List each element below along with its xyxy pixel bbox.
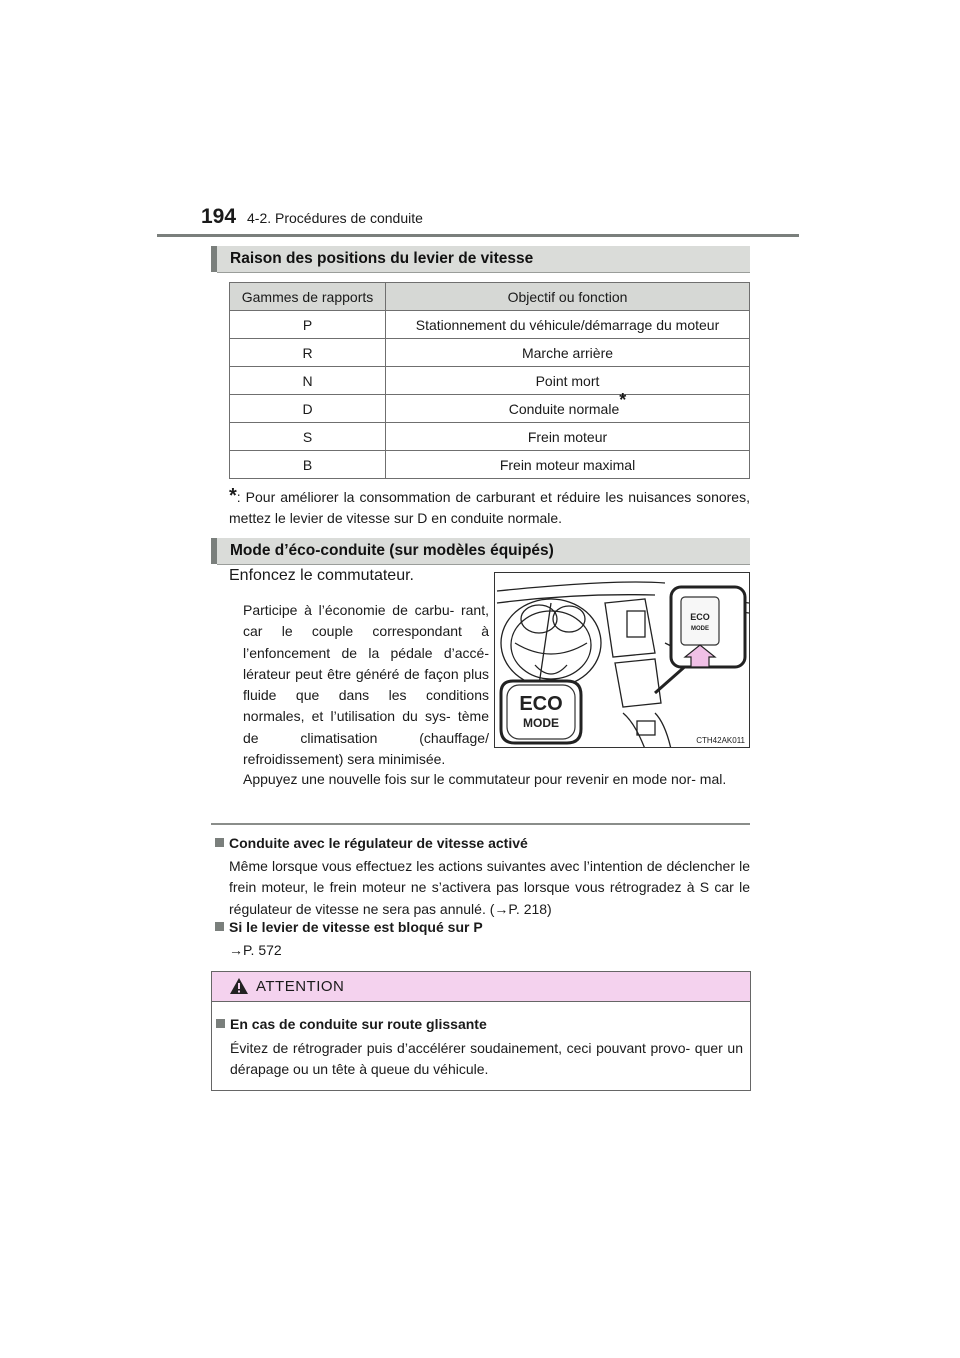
table-row (230, 451, 750, 479)
section-divider (211, 823, 750, 825)
mode-label-small: MODE (691, 626, 709, 632)
eco-label-large: ECO (519, 693, 563, 715)
mode-label-large: MODE (523, 716, 559, 730)
table-row (230, 395, 750, 423)
function-text: Conduite normale (508, 400, 620, 417)
section-title: Mode d’éco-conduite (sur modèles équipés) (230, 542, 554, 559)
attention-title: ATTENTION (256, 978, 345, 995)
section-heading-gear-positions (211, 246, 750, 272)
gear-cell: B (230, 451, 386, 479)
function-cell: Marche arrière (386, 339, 750, 367)
attention-heading: En cas de conduite sur route glissante (216, 1016, 487, 1032)
column-header: Objectif ou fonction (386, 283, 750, 311)
function-cell: Frein moteur maximal (386, 451, 750, 479)
press-again-text: Appuyez une nouvelle fois sur le commutateur pour revenir en mode nor- mal. (243, 771, 727, 787)
figure-code: CTH42AK011 (696, 736, 745, 745)
footnote (229, 486, 750, 529)
square-bullet-icon (215, 838, 224, 847)
table-row (230, 339, 750, 367)
section-heading-eco-mode (211, 538, 750, 564)
instruction-lead: Enfoncez le commutateur. (229, 567, 414, 584)
function-cell (386, 389, 750, 423)
function-cell: Stationnement du véhicule/démarrage du moteur (386, 311, 750, 339)
square-bullet-icon (215, 922, 224, 931)
warning-icon (229, 977, 249, 995)
table-row (230, 367, 750, 395)
attention-header (212, 972, 750, 1002)
eco-description: Participe à l’économie de carbu- rant, car le couple correspondant à l’enfoncement de la pédale d’accé- lérateur peut être généré de façon plus fluide que dans les conditions normales, et l’utilisation du sys- tème de climatisation (chauffage/ refroidissement) sera minimisée. (243, 602, 489, 768)
gear-table (229, 282, 750, 479)
note-heading: Conduite avec le régulateur de vitesse activé (215, 835, 528, 851)
footnote-mark: * (229, 485, 237, 507)
table-header-row (230, 283, 750, 311)
gear-cell: P (230, 311, 386, 339)
footnote-text: : Pour améliorer la consommation de carburant et réduire les nuisances sonores, mettez le levier de vitesse sur D en conduite normale. (229, 489, 750, 526)
chapter-title: 4-2. Procédures de conduite (247, 210, 423, 226)
dashboard-drawing (495, 573, 750, 748)
gear-cell: S (230, 423, 386, 451)
table-row (230, 311, 750, 339)
function-cell: Frein moteur (386, 423, 750, 451)
footnote-star: * (619, 389, 627, 410)
section-title: Raison des positions du levier de vitesse (230, 250, 534, 267)
table-row (230, 423, 750, 451)
eco-mode-illustration (494, 572, 750, 748)
gear-cell: R (230, 339, 386, 367)
eco-label-small: ECO (690, 612, 710, 622)
column-header: Gammes de rapports (230, 283, 386, 311)
note-heading: Si le levier de vitesse est bloqué sur P (215, 919, 483, 935)
page-number: 194 (201, 205, 237, 228)
function-cell: Point mort (386, 367, 750, 395)
gear-cell: D (230, 395, 386, 423)
attention-body: Évitez de rétrograder puis d’accélérer soudainement, ceci pouvant provo- quer un dérapage ou un tête à queue du véhicule. (230, 1040, 743, 1078)
note-body: Même lorsque vous effectuez les actions suivantes avec l’intention de déclencher le frein moteur, le frein moteur ne s’activera pas lorsque vous rétrogradez à S car le régulateur de vitesse ne sera pas annulé. (→P. 218) (229, 858, 750, 917)
attention-box (211, 971, 751, 1091)
square-bullet-icon (216, 1019, 225, 1028)
note-body: →P. 572 (229, 942, 282, 958)
header-rule (157, 234, 799, 237)
gear-cell: N (230, 367, 386, 395)
